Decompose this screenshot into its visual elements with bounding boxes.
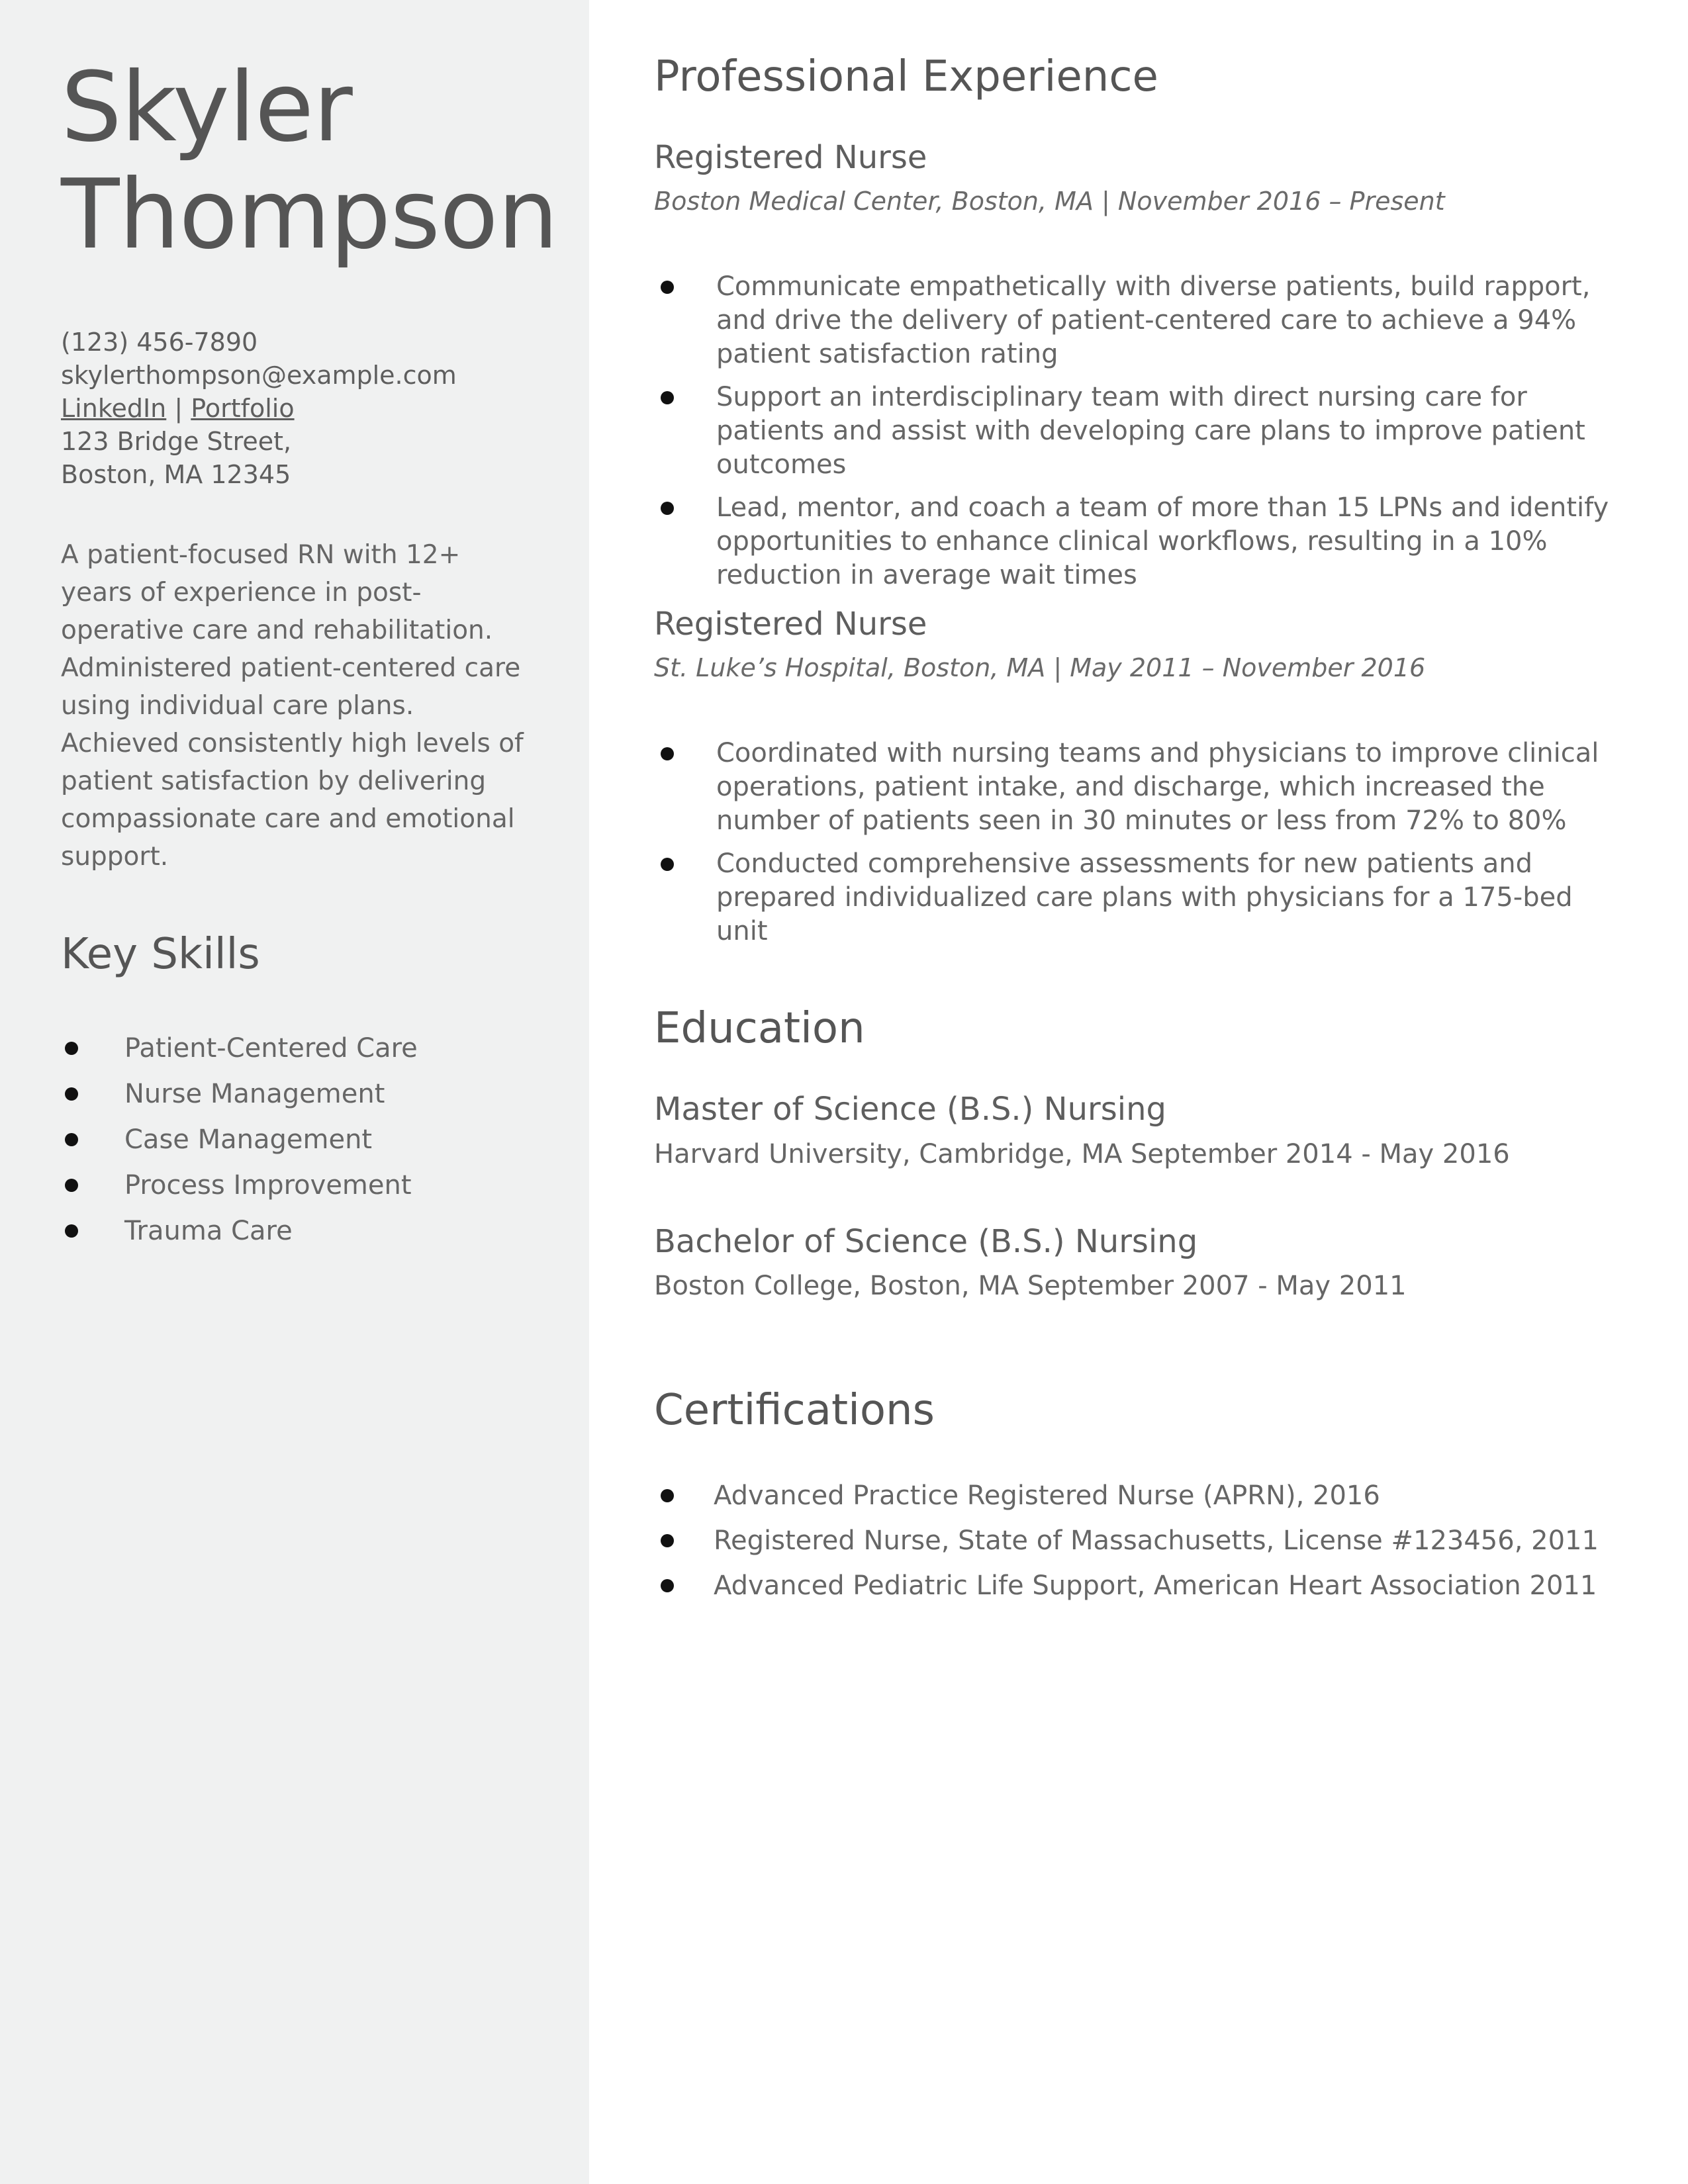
contact-info — [61, 326, 564, 491]
skill-item — [61, 1026, 564, 1071]
bullet-icon — [65, 1133, 78, 1146]
job-title: Registered Nurse — [654, 606, 927, 643]
certification-text: Advanced Pediatric Life Support, American Heart Association 2011 — [714, 1570, 1597, 1601]
skill-label: Process Improvement — [124, 1170, 412, 1201]
degree-title: Master of Science (B.S.) Nursing — [654, 1091, 1166, 1128]
email: skylerthompson@example.com — [61, 361, 457, 390]
bullet-icon — [661, 747, 674, 760]
list-item — [654, 1518, 1627, 1563]
skill-label: Nurse Management — [124, 1079, 385, 1109]
bullet-text: Communicate empathetically with diverse patients, build rapport, and drive the delivery of patient-centered care to achieve a 94% patient satisfaction rating — [716, 271, 1591, 369]
list-item — [654, 1563, 1627, 1608]
bullet-icon — [661, 281, 674, 294]
phone: (123) 456-7890 — [61, 328, 258, 357]
job-title: Registered Nurse — [654, 139, 927, 176]
bullet-icon — [65, 1042, 78, 1055]
bullet-text: Lead, mentor, and coach a team of more than 15 LPNs and identify opportunities to enhance clinical workflows, resulting in a 10% reduction in average wait times — [716, 492, 1609, 590]
profile-links — [61, 392, 564, 425]
profile-summary: A patient-focused RN with 12+ years of experience in post-operative care and rehabilitation. Administered patient-centered care using individual care plans. Achieved consistently high levels of patient satisfaction by delivering compassionate care and emotional support. — [61, 540, 524, 872]
bullet-icon — [661, 391, 674, 404]
experience-heading: Professional Experience — [654, 52, 1158, 101]
bullet-icon — [661, 1579, 674, 1592]
list-item — [654, 381, 1627, 482]
skill-item — [61, 1163, 564, 1208]
candidate-name — [61, 54, 577, 269]
sidebar — [0, 0, 589, 2184]
degree-meta: Harvard University, Cambridge, MA September 2014 - May 2016 — [654, 1139, 1510, 1169]
linkedin-link[interactable]: LinkedIn — [61, 394, 167, 423]
job-bullets — [654, 270, 1627, 602]
bullet-icon — [661, 1489, 674, 1502]
job-meta: Boston Medical Center, Boston, MA | November 2016 – Present — [654, 187, 1445, 216]
certification-text: Advanced Practice Registered Nurse (APRN), 2016 — [714, 1480, 1380, 1511]
education-heading: Education — [654, 1004, 865, 1053]
address-line-1: 123 Bridge Street, — [61, 427, 292, 456]
degree-meta: Boston College, Boston, MA September 2007 - May 2011 — [654, 1271, 1407, 1301]
job-bullets — [654, 737, 1627, 958]
list-item — [654, 847, 1627, 948]
bullet-icon — [65, 1087, 78, 1101]
bullet-text: Support an interdisciplinary team with direct nursing care for patients and assist with developing care plans to improve patient outcomes — [716, 382, 1585, 480]
bullet-icon — [65, 1224, 78, 1238]
skill-label: Case Management — [124, 1124, 373, 1155]
certification-text: Registered Nurse, State of Massachusetts, License #123456, 2011 — [714, 1525, 1599, 1556]
portfolio-link[interactable]: Portfolio — [191, 394, 295, 423]
skill-item — [61, 1117, 564, 1163]
bullet-icon — [65, 1179, 78, 1192]
first-name: Skyler — [61, 52, 352, 163]
list-item — [654, 270, 1627, 371]
skills-list — [61, 1026, 564, 1254]
bullet-text: Conducted comprehensive assessments for new patients and prepared individualized care plans with physicians for a 175-bed unit — [716, 848, 1573, 946]
link-separator: | — [174, 394, 183, 423]
skill-item — [61, 1208, 564, 1254]
certifications-list — [654, 1473, 1627, 1608]
bullet-icon — [661, 858, 674, 871]
key-skills-heading: Key Skills — [61, 930, 260, 979]
address-line-2: Boston, MA 12345 — [61, 460, 291, 489]
skill-item — [61, 1071, 564, 1117]
skill-label: Trauma Care — [124, 1216, 293, 1246]
bullet-icon — [661, 502, 674, 515]
degree-title: Bachelor of Science (B.S.) Nursing — [654, 1223, 1198, 1260]
skill-label: Patient-Centered Care — [124, 1033, 418, 1064]
list-item — [654, 1473, 1627, 1518]
certifications-heading: Certifications — [654, 1386, 935, 1435]
bullet-icon — [661, 1534, 674, 1547]
last-name: Thompson — [61, 159, 558, 271]
bullet-text: Coordinated with nursing teams and physicians to improve clinical operations, patient intake, and discharge, which increased the number of patients seen in 30 minutes or less from 72% to 80% — [716, 738, 1599, 836]
list-item — [654, 737, 1627, 838]
list-item — [654, 491, 1627, 592]
job-meta: St. Luke’s Hospital, Boston, MA | May 2011 – November 2016 — [654, 653, 1426, 682]
